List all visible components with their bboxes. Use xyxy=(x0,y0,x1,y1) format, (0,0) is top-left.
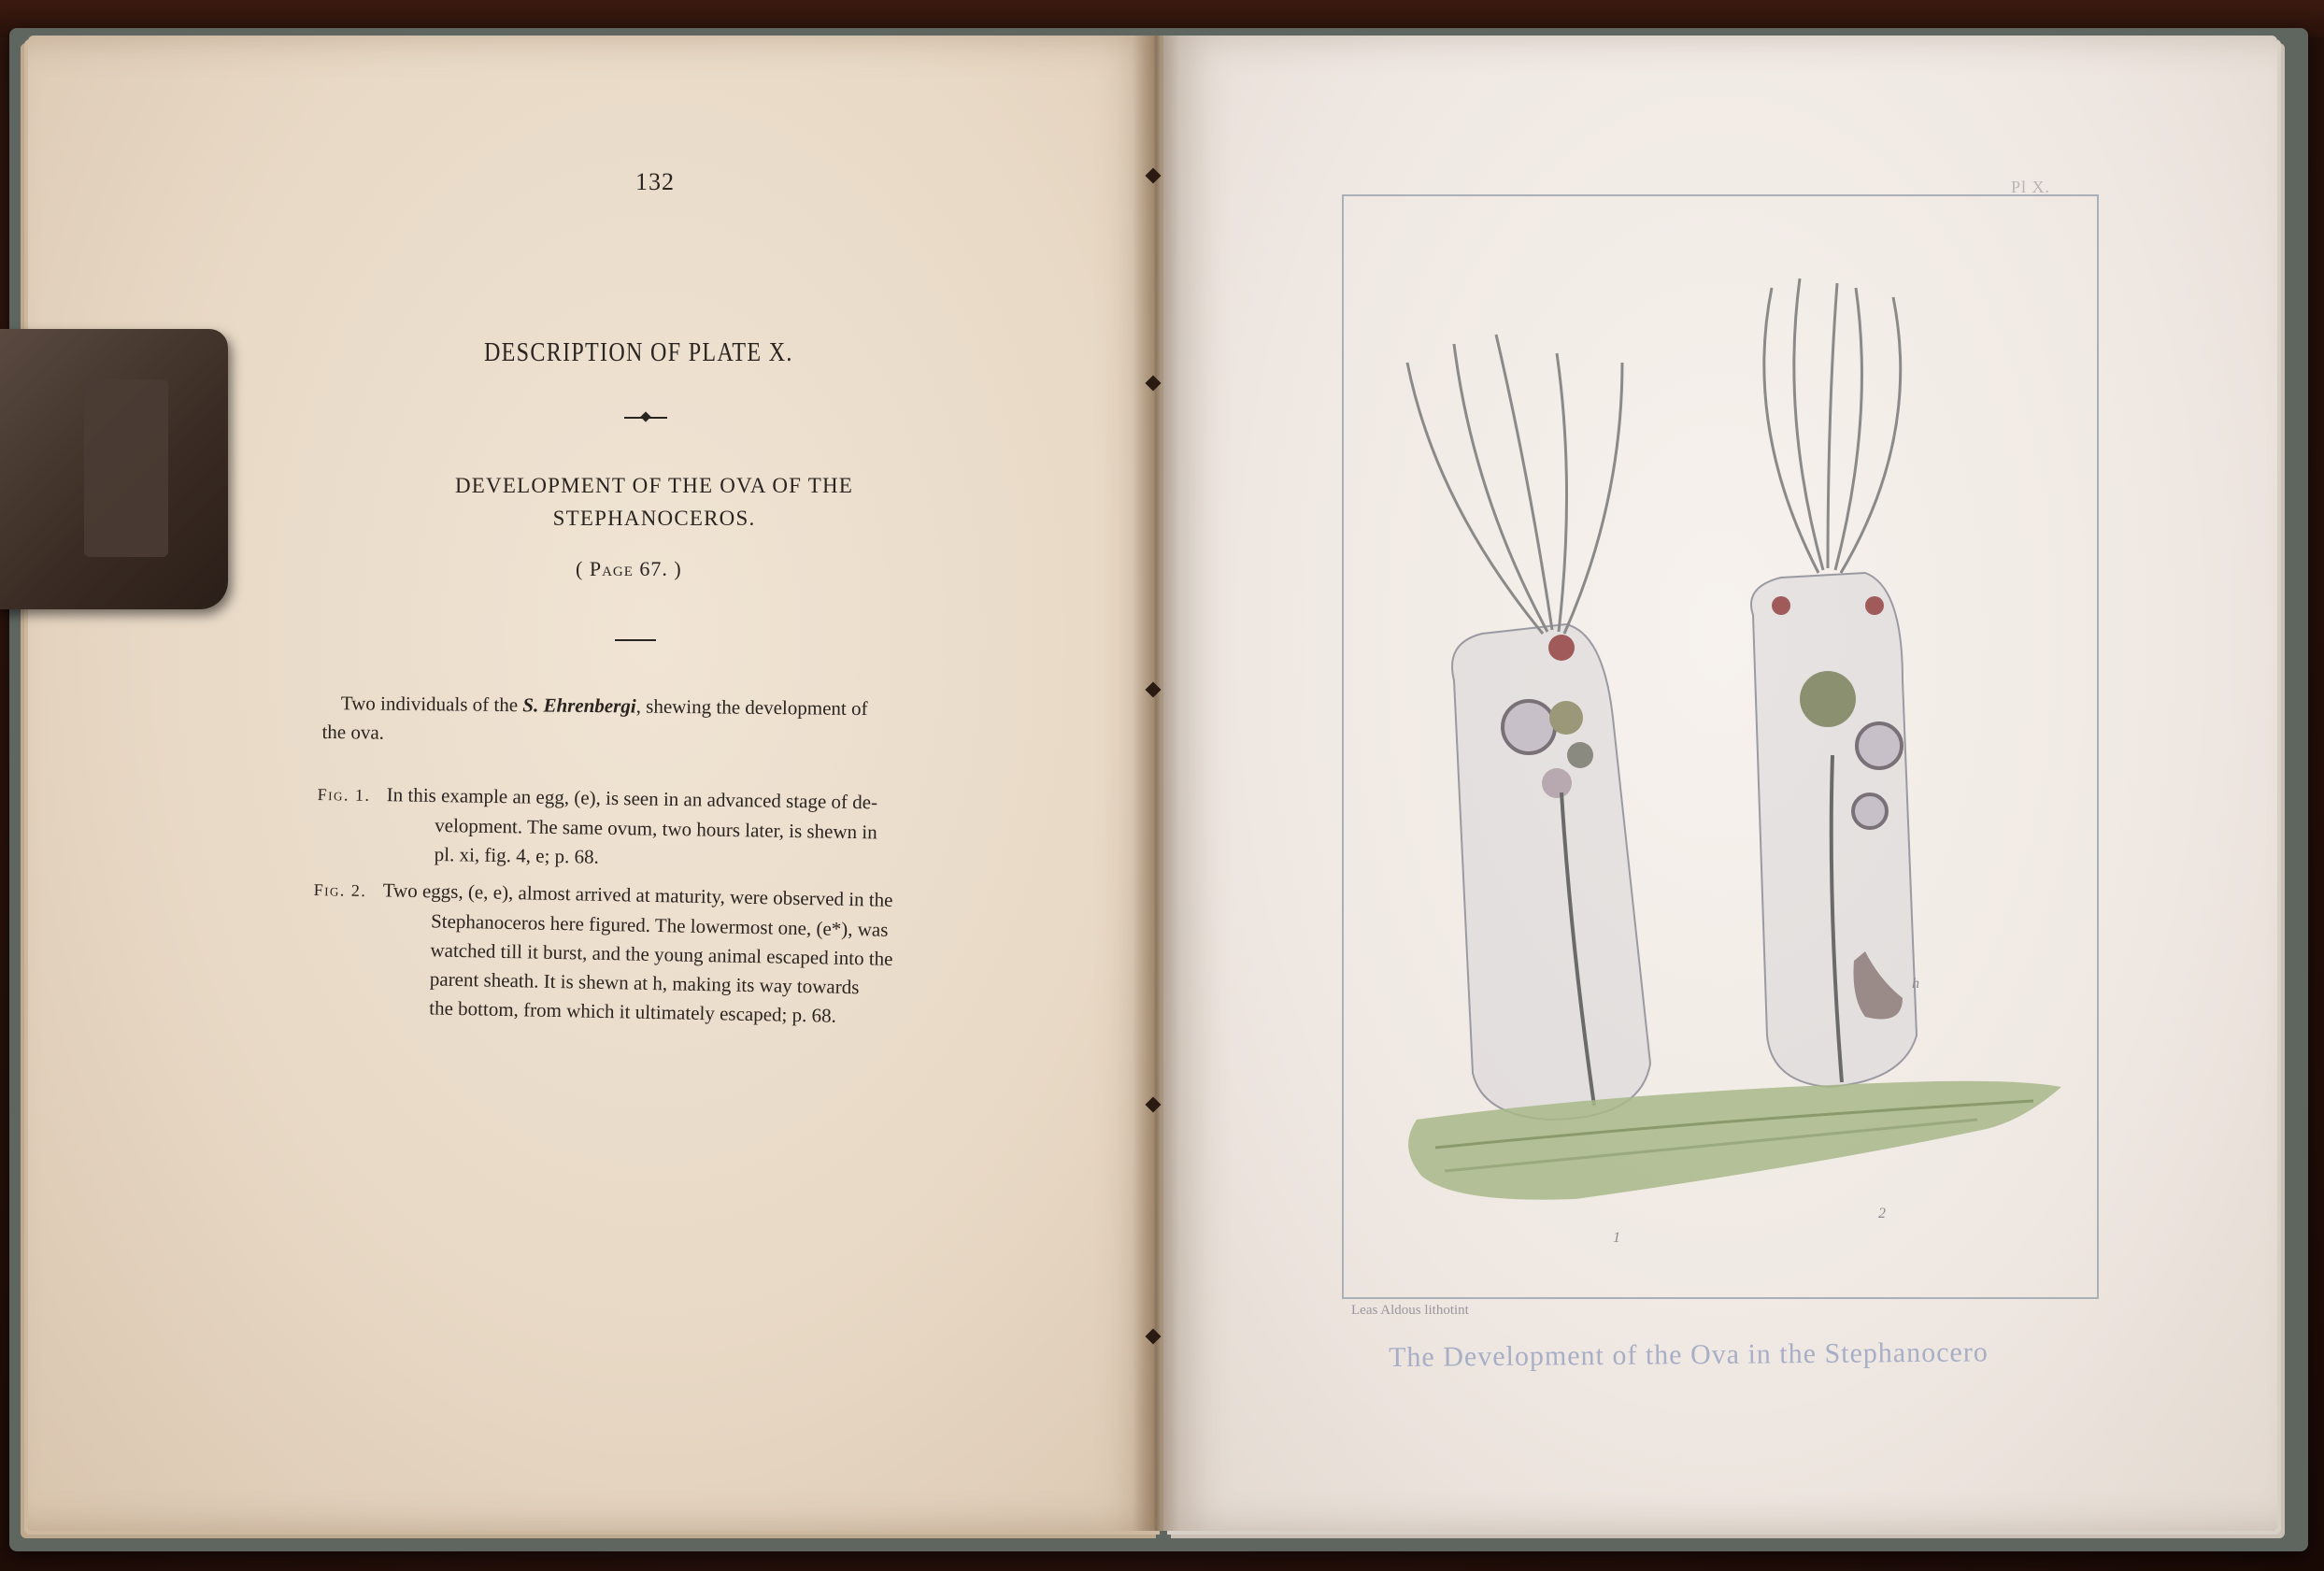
short-rule xyxy=(615,639,656,641)
intro-post: , shewing the development of xyxy=(635,694,868,721)
section-subtitle xyxy=(411,469,897,535)
page-reference xyxy=(576,557,682,581)
page-ref-open: ( xyxy=(576,557,590,580)
fig-2-line: Stephanoceros here figured. The lowermost one, (e*), was xyxy=(430,909,889,941)
specimen-1-sheath xyxy=(1452,624,1650,1120)
clip-label xyxy=(84,379,168,557)
intro-paragraph xyxy=(321,689,977,753)
book-gutter xyxy=(1133,36,1179,1531)
figure-number: 1 xyxy=(1613,1230,1620,1246)
page-number: 132 xyxy=(635,168,675,195)
fig-2-line: watched till it burst, and the young animal escaped into the xyxy=(430,938,893,970)
intro-line2: the ova. xyxy=(321,720,385,744)
fig-2-line: Two eggs, (e, e), almost arrived at maturity, were observed in the xyxy=(382,878,893,911)
lithographer-credit: Leas Aldous lithotint xyxy=(1351,1303,1469,1318)
fig-2-line: the bottom, from which it ultimately escaped; p. 68. xyxy=(429,996,837,1027)
plate-caption: The Development of the Ova in the Stephanocero xyxy=(1389,1336,1989,1373)
ornament-divider xyxy=(624,416,667,420)
figure-letter: h xyxy=(1912,976,1919,992)
figure-1-description xyxy=(317,779,972,878)
fig-2-line: parent sheath. It is shewn at h, making its way towards xyxy=(429,967,860,999)
plate-label: Pl X. xyxy=(2011,178,2051,196)
specimen-1-tentacles xyxy=(1407,335,1622,634)
subtitle-line: DEVELOPMENT OF THE OVA OF THE xyxy=(454,474,854,497)
subtitle-line: STEPHANOCEROS. xyxy=(552,507,756,530)
figure-2-description xyxy=(311,875,968,1033)
plate-illustration xyxy=(1342,194,2099,1299)
fig-2-label: Fig. 2. xyxy=(313,879,367,901)
intro-pre: Two individuals of the xyxy=(340,692,523,717)
species-name: S. Ehrenbergi xyxy=(522,693,636,718)
page-ref-word: Page xyxy=(589,557,634,580)
page-ref-num: 67. ) xyxy=(633,557,682,580)
fig-1-line: pl. xi, fig. 4, e; p. 68. xyxy=(434,842,600,868)
specimen-2-tentacles xyxy=(1764,278,1901,573)
plate-description-heading: DESCRIPTION OF PLATE X. xyxy=(484,338,793,367)
fig-1-line: In this example an egg, (e), is seen in an advanced stage of de- xyxy=(386,783,878,814)
figure-number: 2 xyxy=(1878,1206,1886,1221)
fig-1-line: velopment. The same ovum, two hours later, is shewn in xyxy=(435,813,877,844)
page-clip xyxy=(0,329,228,609)
fig-1-label: Fig. 1. xyxy=(317,784,371,805)
